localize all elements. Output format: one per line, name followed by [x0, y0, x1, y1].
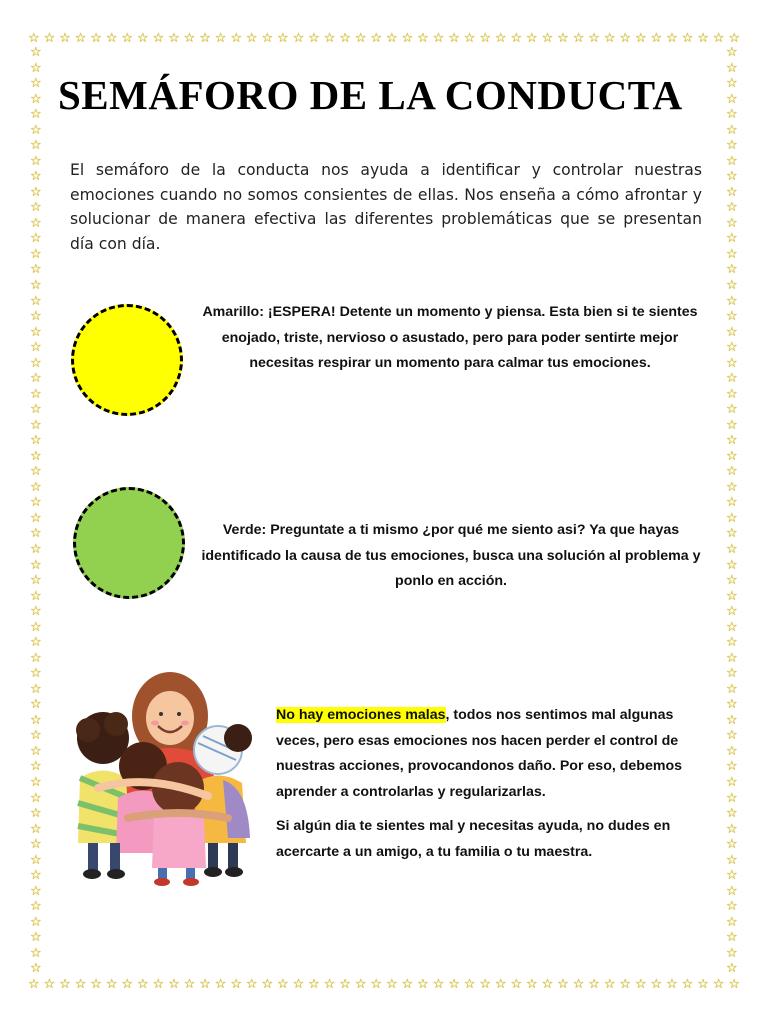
border-star-icon: ☆: [261, 977, 274, 992]
border-star-icon: ☆: [726, 666, 738, 682]
border-star-icon: ☆: [136, 31, 149, 46]
border-star-icon: ☆: [726, 231, 738, 247]
border-star-icon: ☆: [30, 930, 42, 946]
border-star-icon: ☆: [726, 138, 738, 154]
border-star-icon: ☆: [541, 977, 554, 992]
border-star-icon: ☆: [726, 557, 738, 573]
border-star-icon: ☆: [494, 977, 507, 992]
border-star-icon: ☆: [30, 712, 42, 728]
border-star-icon: ☆: [30, 169, 42, 185]
border-star-icon: ☆: [30, 604, 42, 620]
border-star-icon: ☆: [726, 448, 738, 464]
border-star-icon: ☆: [463, 977, 476, 992]
border-star-icon: ☆: [726, 309, 738, 325]
border-star-icon: ☆: [30, 402, 42, 418]
border-star-icon: ☆: [30, 945, 42, 961]
border-star-icon: ☆: [726, 619, 738, 635]
border-star-icon: ☆: [726, 712, 738, 728]
page-title: SEMÁFORO DE LA CONDUCTA: [58, 72, 683, 118]
border-star-icon: ☆: [726, 386, 738, 402]
border-star-icon: ☆: [28, 977, 40, 992]
border-star-icon: ☆: [90, 977, 102, 992]
closing-paragraph-1-rest: , todos nos sentimos mal algunas veces, pero esas emociones nos hacen perder el control de nuestras acciones, provocandonos daño. Por eso, debemos aprender a controlarlas y regularizarlas.: [276, 707, 683, 800]
border-star-icon: ☆: [30, 215, 42, 231]
border-star-icon: ☆: [168, 977, 180, 992]
border-star-icon: ☆: [401, 31, 414, 46]
border-star-icon: ☆: [30, 510, 42, 526]
border-star-icon: ☆: [183, 977, 196, 992]
border-star-icon: ☆: [30, 883, 42, 899]
border-star-icon: ☆: [30, 868, 42, 884]
border-star-icon: ☆: [726, 681, 738, 697]
border-star-icon: ☆: [588, 977, 600, 992]
border-star-icon: ☆: [634, 31, 647, 46]
border-star-icon: ☆: [30, 852, 42, 868]
border-star-icon: ☆: [370, 31, 383, 46]
border-star-icon: ☆: [726, 417, 738, 433]
border-star-icon: ☆: [726, 573, 738, 589]
border-star-icon: ☆: [726, 433, 738, 449]
border-star-icon: ☆: [726, 806, 738, 822]
border-star-icon: ☆: [526, 31, 538, 46]
border-star-icon: ☆: [105, 977, 118, 992]
border-star-icon: ☆: [277, 977, 289, 992]
border-star-icon: ☆: [30, 666, 42, 682]
border-star-icon: ☆: [726, 371, 738, 387]
border-star-icon: ☆: [30, 573, 42, 589]
border-star-icon: ☆: [666, 977, 678, 992]
border-star-icon: ☆: [30, 464, 42, 480]
border-star-icon: ☆: [541, 31, 554, 46]
border-star-icon: ☆: [712, 977, 725, 992]
border-star-icon: ☆: [30, 309, 42, 325]
border-star-icon: ☆: [726, 324, 738, 340]
border-star-icon: ☆: [726, 526, 738, 542]
border-star-icon: ☆: [681, 977, 694, 992]
border-star-icon: ☆: [30, 526, 42, 542]
border-star-icon: ☆: [30, 542, 42, 557]
border-star-icon: ☆: [30, 914, 42, 930]
border-star-icon: ☆: [385, 31, 398, 46]
border-star-icon: ☆: [30, 635, 42, 651]
border-star-icon: ☆: [557, 977, 569, 992]
border-star-icon: ☆: [30, 293, 42, 309]
border-star-icon: ☆: [726, 262, 738, 278]
border-star-icon: ☆: [199, 977, 211, 992]
border-star-icon: ☆: [354, 977, 367, 992]
border-star-icon: ☆: [726, 883, 738, 899]
border-star-icon: ☆: [30, 774, 42, 790]
border-star-icon: ☆: [30, 650, 42, 666]
border-star-icon: ☆: [726, 697, 738, 713]
border-star-icon: ☆: [726, 930, 738, 946]
border-star-icon: ☆: [308, 31, 320, 46]
yellow-light-description: Amarillo: ¡ESPERA! Detente un momento y piensa. Esta bien si te sientes enojado, triste, nervioso o asustado, pero para poder sentirte mejor necesitas respirar un momento para calmar tus emociones.: [202, 304, 698, 371]
border-star-icon: ☆: [30, 433, 42, 449]
border-star-icon: ☆: [726, 774, 738, 790]
border-star-icon: ☆: [726, 200, 738, 216]
border-star-icon: ☆: [432, 31, 445, 46]
border-star-icon: ☆: [726, 790, 738, 806]
border-star-icon: ☆: [726, 728, 738, 744]
border-star-icon: ☆: [121, 977, 134, 992]
border-star-icon: ☆: [572, 31, 585, 46]
border-stars-right: [726, 46, 738, 976]
border-star-icon: ☆: [354, 31, 367, 46]
border-star-icon: ☆: [726, 153, 738, 169]
border-star-icon: ☆: [308, 977, 320, 992]
border-star-icon: ☆: [697, 977, 709, 992]
border-star-icon: ☆: [30, 495, 42, 511]
border-star-icon: ☆: [666, 31, 678, 46]
border-star-icon: ☆: [261, 31, 274, 46]
border-star-icon: ☆: [650, 977, 663, 992]
border-star-icon: ☆: [30, 743, 42, 759]
border-star-icon: ☆: [510, 31, 523, 46]
border-star-icon: ☆: [105, 31, 118, 46]
border-star-icon: ☆: [74, 977, 87, 992]
border-star-icon: ☆: [712, 31, 725, 46]
border-star-icon: ☆: [30, 138, 42, 154]
border-star-icon: ☆: [28, 31, 40, 46]
border-star-icon: ☆: [726, 464, 738, 480]
border-star-icon: ☆: [417, 977, 429, 992]
border-star-icon: ☆: [726, 355, 738, 371]
border-star-icon: ☆: [30, 122, 42, 138]
border-star-icon: ☆: [245, 31, 258, 46]
border-stars-left: [30, 46, 42, 976]
border-star-icon: ☆: [479, 31, 491, 46]
border-star-icon: ☆: [90, 31, 102, 46]
border-star-icon: ☆: [448, 31, 460, 46]
border-star-icon: ☆: [121, 31, 134, 46]
group-hug-illustration: [58, 668, 268, 888]
border-star-icon: ☆: [432, 977, 445, 992]
border-star-icon: ☆: [726, 759, 738, 775]
border-star-icon: ☆: [245, 977, 258, 992]
border-star-icon: ☆: [323, 31, 336, 46]
border-star-icon: ☆: [728, 31, 740, 46]
border-star-icon: ☆: [726, 76, 738, 92]
green-light-description: Verde: Preguntate a ti mismo ¿por qué me siento asi? Ya que hayas identificado la causa de tus emociones, busca una solución al problema y ponlo en acción.: [201, 522, 701, 589]
border-star-icon: ☆: [30, 231, 42, 247]
border-star-icon: ☆: [726, 821, 738, 837]
border-star-icon: ☆: [30, 728, 42, 744]
border-star-icon: ☆: [183, 31, 196, 46]
border-star-icon: ☆: [726, 588, 738, 604]
yellow-light-circle: [71, 304, 183, 416]
border-star-icon: ☆: [726, 837, 738, 853]
border-star-icon: ☆: [199, 31, 211, 46]
border-star-icon: ☆: [681, 31, 694, 46]
border-star-icon: ☆: [323, 977, 336, 992]
border-star-icon: ☆: [30, 45, 42, 60]
border-star-icon: ☆: [619, 31, 632, 46]
border-star-icon: ☆: [30, 324, 42, 340]
border-star-icon: ☆: [726, 184, 738, 200]
border-star-icon: ☆: [339, 31, 351, 46]
border-star-icon: ☆: [726, 91, 738, 107]
border-star-icon: ☆: [479, 977, 491, 992]
border-star-icon: ☆: [30, 557, 42, 573]
border-star-icon: ☆: [634, 977, 647, 992]
border-star-icon: ☆: [43, 977, 56, 992]
border-star-icon: ☆: [726, 743, 738, 759]
border-star-icon: ☆: [339, 977, 351, 992]
border-star-icon: ☆: [30, 759, 42, 775]
border-star-icon: ☆: [726, 479, 738, 495]
border-star-icon: ☆: [30, 386, 42, 402]
border-star-icon: ☆: [30, 355, 42, 371]
border-star-icon: ☆: [697, 31, 709, 46]
border-star-icon: ☆: [448, 977, 460, 992]
border-star-icon: ☆: [726, 45, 738, 60]
border-star-icon: ☆: [214, 977, 227, 992]
border-star-icon: ☆: [230, 31, 242, 46]
border-star-icon: ☆: [292, 977, 305, 992]
border-star-icon: ☆: [277, 31, 289, 46]
border-star-icon: ☆: [603, 31, 616, 46]
border-star-icon: ☆: [726, 635, 738, 651]
border-star-icon: ☆: [726, 604, 738, 620]
border-star-icon: ☆: [726, 402, 738, 418]
border-star-icon: ☆: [588, 31, 600, 46]
border-star-icon: ☆: [726, 914, 738, 930]
border-star-icon: ☆: [726, 215, 738, 231]
border-stars-bottom: [28, 978, 740, 991]
border-star-icon: ☆: [30, 806, 42, 822]
border-star-icon: ☆: [370, 977, 383, 992]
border-star-icon: ☆: [30, 371, 42, 387]
border-star-icon: ☆: [30, 60, 42, 76]
border-star-icon: ☆: [726, 293, 738, 309]
border-star-icon: ☆: [168, 31, 180, 46]
border-star-icon: ☆: [726, 899, 738, 915]
border-star-icon: ☆: [726, 510, 738, 526]
border-star-icon: ☆: [230, 977, 242, 992]
border-star-icon: ☆: [726, 542, 738, 557]
green-light-circle: [73, 487, 185, 599]
border-star-icon: ☆: [30, 697, 42, 713]
border-star-icon: ☆: [401, 977, 414, 992]
border-star-icon: ☆: [494, 31, 507, 46]
border-star-icon: ☆: [136, 977, 149, 992]
border-star-icon: ☆: [30, 246, 42, 262]
border-star-icon: ☆: [30, 184, 42, 200]
border-star-icon: ☆: [726, 868, 738, 884]
border-star-icon: ☆: [726, 246, 738, 262]
border-star-icon: ☆: [726, 107, 738, 123]
border-star-icon: ☆: [603, 977, 616, 992]
highlighted-phrase: No hay emociones malas: [276, 707, 446, 723]
border-star-icon: ☆: [726, 961, 738, 977]
border-star-icon: ☆: [30, 619, 42, 635]
border-star-icon: ☆: [417, 31, 429, 46]
border-star-icon: ☆: [30, 153, 42, 169]
border-star-icon: ☆: [59, 31, 71, 46]
border-star-icon: ☆: [292, 31, 305, 46]
border-star-icon: ☆: [526, 977, 538, 992]
border-star-icon: ☆: [726, 122, 738, 138]
border-star-icon: ☆: [152, 31, 165, 46]
border-star-icon: ☆: [43, 31, 56, 46]
border-star-icon: ☆: [726, 60, 738, 76]
border-star-icon: ☆: [152, 977, 165, 992]
border-star-icon: ☆: [726, 650, 738, 666]
border-star-icon: ☆: [30, 681, 42, 697]
closing-text: [276, 703, 716, 874]
border-star-icon: ☆: [30, 790, 42, 806]
border-star-icon: ☆: [30, 479, 42, 495]
border-star-icon: ☆: [385, 977, 398, 992]
border-star-icon: ☆: [726, 340, 738, 356]
border-star-icon: ☆: [74, 31, 87, 46]
closing-paragraph-1: [276, 703, 716, 805]
border-star-icon: ☆: [30, 76, 42, 92]
border-star-icon: ☆: [30, 340, 42, 356]
border-star-icon: ☆: [726, 495, 738, 511]
border-star-icon: ☆: [214, 31, 227, 46]
border-star-icon: ☆: [728, 977, 740, 992]
border-star-icon: ☆: [59, 977, 71, 992]
border-star-icon: ☆: [30, 277, 42, 293]
border-star-icon: ☆: [30, 821, 42, 837]
border-star-icon: ☆: [30, 899, 42, 915]
border-star-icon: ☆: [726, 169, 738, 185]
border-star-icon: ☆: [650, 31, 663, 46]
border-star-icon: ☆: [30, 961, 42, 977]
border-star-icon: ☆: [726, 277, 738, 293]
border-stars-top: [28, 32, 740, 45]
border-star-icon: ☆: [619, 977, 632, 992]
border-star-icon: ☆: [557, 31, 569, 46]
border-star-icon: ☆: [30, 200, 42, 216]
border-star-icon: ☆: [30, 837, 42, 853]
border-star-icon: ☆: [30, 262, 42, 278]
border-star-icon: ☆: [463, 31, 476, 46]
border-star-icon: ☆: [30, 91, 42, 107]
border-star-icon: ☆: [30, 417, 42, 433]
closing-paragraph-2: Si algún dia te sientes mal y necesitas ayuda, no dudes en acercarte a un amigo, a tu familia o tu maestra.: [276, 818, 671, 860]
border-star-icon: ☆: [726, 945, 738, 961]
border-star-icon: ☆: [510, 977, 523, 992]
border-star-icon: ☆: [30, 588, 42, 604]
border-star-icon: ☆: [726, 852, 738, 868]
intro-paragraph: El semáforo de la conducta nos ayuda a identificar y controlar nuestras emociones cuando no somos consientes de ellas. Nos enseña a cómo afrontar y solucionar de manera efectiva las diferentes problemáticas que se presentan día con día.: [70, 161, 702, 253]
border-star-icon: ☆: [30, 107, 42, 123]
border-star-icon: ☆: [572, 977, 585, 992]
border-star-icon: ☆: [30, 448, 42, 464]
